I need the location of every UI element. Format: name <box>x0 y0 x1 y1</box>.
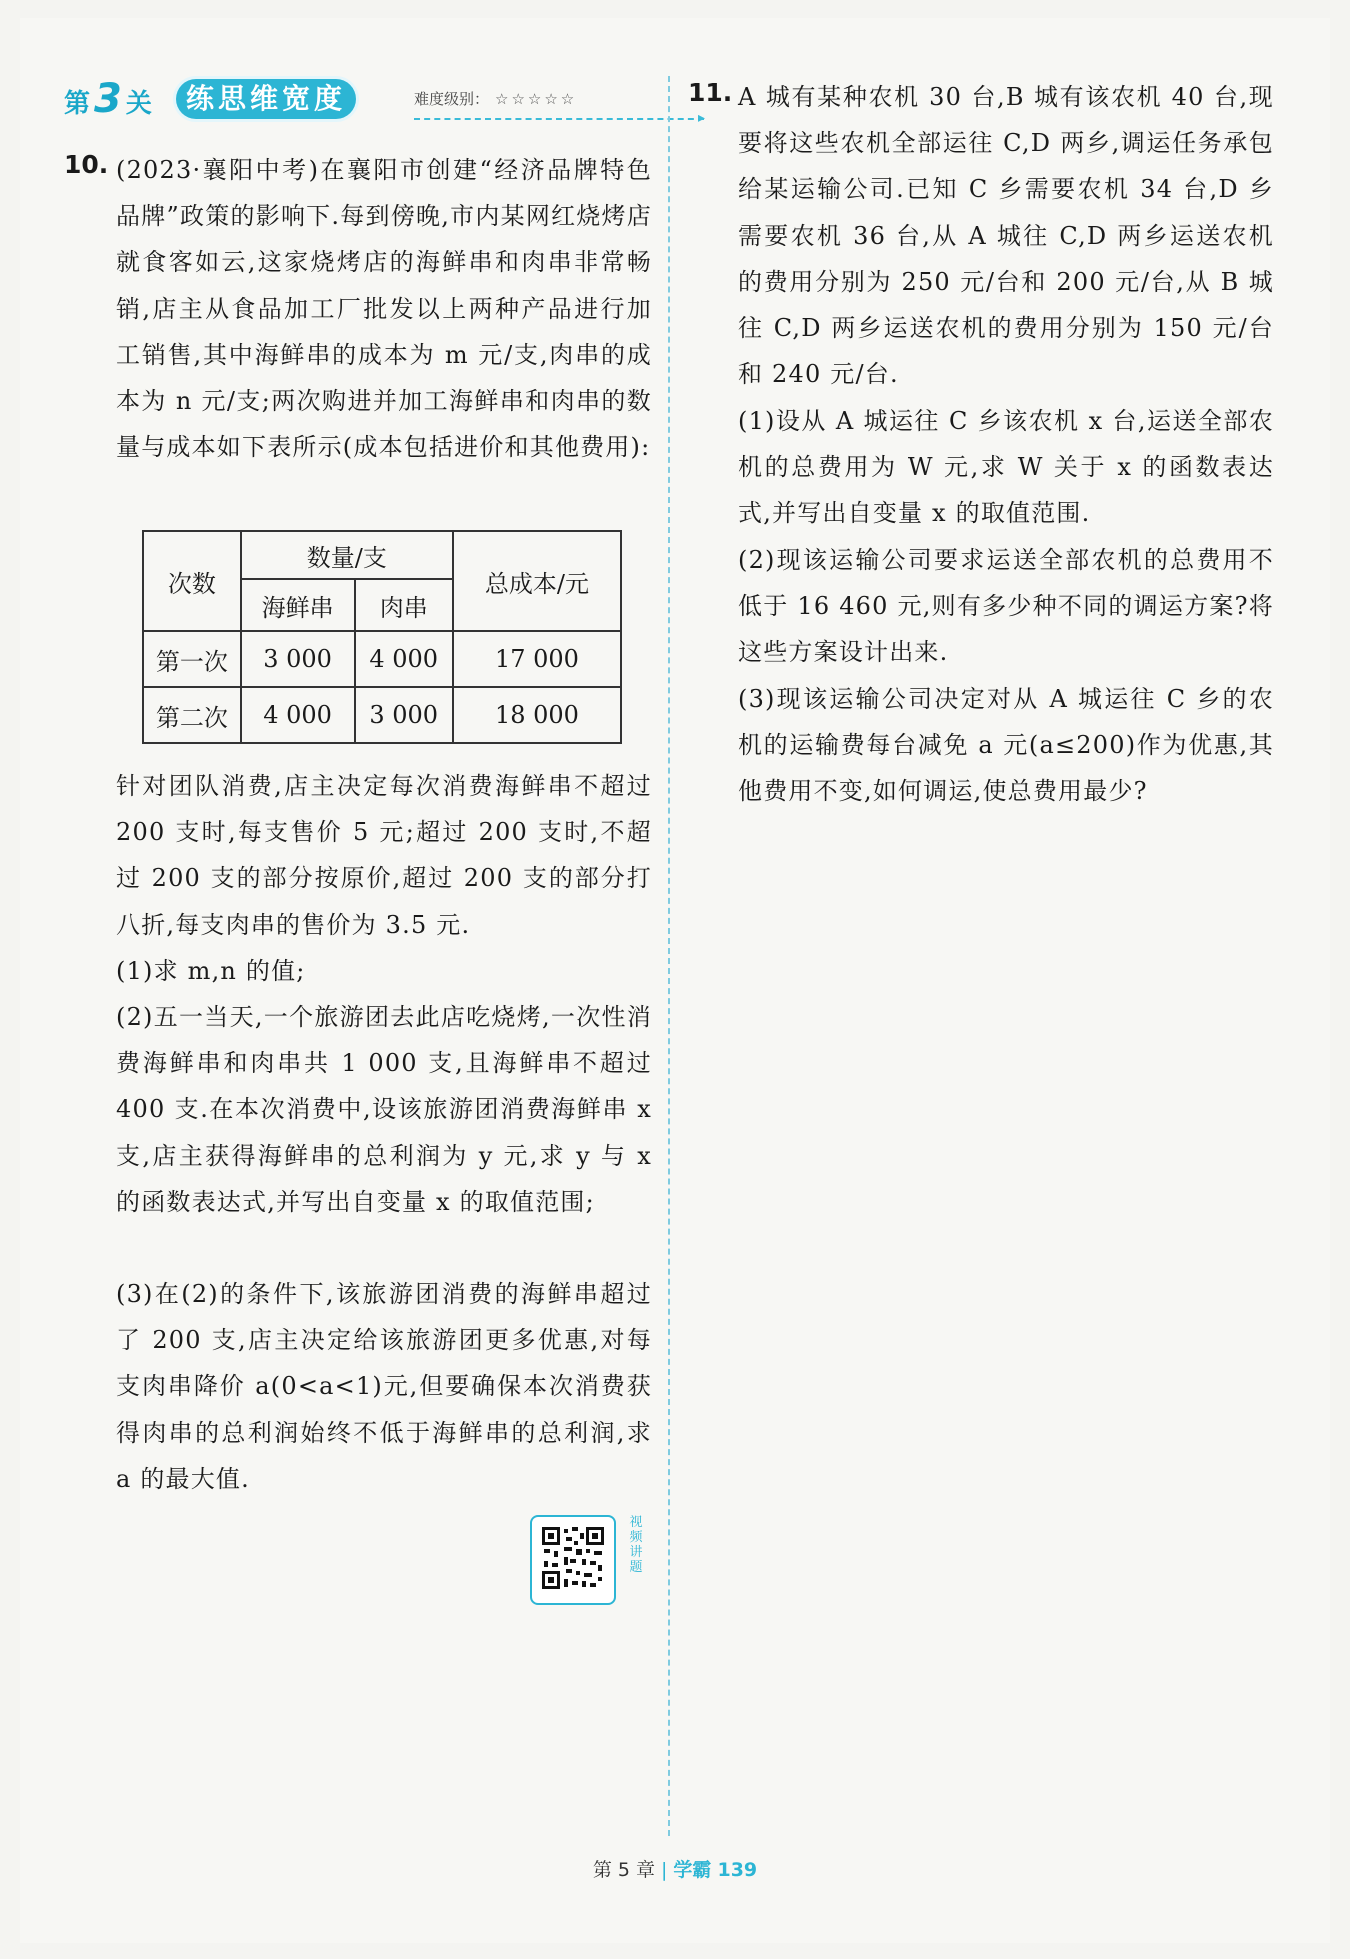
star-icons: ☆☆☆☆☆ <box>495 90 578 108</box>
q10-part-2: (2)五一当天,一个旅游团去此店吃烧烤,一次性消费海鲜串和肉串共 1 000 支,且海鲜串不超过 400 支.在本次消费中,设该旅游团消费海鲜串 x 支,店主获得海鲜串的总利润为 y 元,求 y 与 x 的函数表达式,并写出自变量 x 的取值范围; <box>116 1003 652 1216</box>
header-total-cost: 总成本/元 <box>453 531 621 631</box>
section-title: 练思维宽度 <box>176 79 356 119</box>
q10-part-3: (3)在(2)的条件下,该旅游团消费的海鲜串超过了 200 支,店主决定给该旅游团更多优惠,对每支肉串降价 a(0<a<1)元,但要确保本次消费获得肉串的总利润始终不低于海鲜串的总利润,求 a 的最大值. <box>116 1280 652 1493</box>
q11-part-3: (3)现该运输公司决定对从 A 城运往 C 乡的农机的运输费每台减免 a 元(a≤200)作为优惠,其他费用不变,如何调运,使总费用最少? <box>738 685 1274 806</box>
seafood-qty: 4 000 <box>241 687 355 743</box>
table-row <box>143 687 621 743</box>
header-meat: 肉串 <box>355 579 453 631</box>
question-number: 10. <box>64 150 109 179</box>
qr-code-icon <box>540 1525 606 1591</box>
page-footer <box>0 1855 1350 1882</box>
level-tag <box>64 76 152 127</box>
meat-qty: 4 000 <box>355 631 453 687</box>
chapter-label: 第 5 章 <box>592 1859 656 1881</box>
table-row <box>143 631 621 687</box>
arrow-right-icon: ▸ <box>698 110 706 126</box>
qr-code[interactable] <box>530 1515 616 1605</box>
meat-qty: 3 000 <box>355 687 453 743</box>
page-number: 139 <box>717 1859 758 1881</box>
question-intro: A 城有某种农机 30 台,B 城有该农机 40 台,现要将这些农机全部运往 C,D 两乡,调运任务承包给某运输公司.已知 C 乡需要农机 34 台,D 乡需要农机 36 台,从 A 城往 C,D 两乡运送农机的费用分别为 250 元/台和 200 元/台,从 B 城往 C,D 两乡运送农机的费用分别为 150 元/台和 240 元/台. <box>738 83 1274 389</box>
q11-part-1: (1)设从 A 城运往 C 乡该农机 x 台,运送全部农机的总费用为 W 元,求 W 关于 x 的函数表达式,并写出自变量 x 的取值范围. <box>738 407 1274 528</box>
brand-name: 学霸 <box>673 1859 712 1881</box>
q10-part-1: (1)求 m,n 的值; <box>116 957 306 985</box>
total-cost: 17 000 <box>453 631 621 687</box>
seafood-qty: 3 000 <box>241 631 355 687</box>
level-number: 3 <box>94 76 122 122</box>
row-label: 第一次 <box>143 631 241 687</box>
difficulty-label: 难度级别： <box>414 90 490 108</box>
pricing-rules: 针对团队消费,店主决定每次消费海鲜串不超过 200 支时,每支售价 5 元;超过 200 支时,不超过 200 支的部分按原价,超过 200 支的部分打八折,每支肉串的售价为 3.5 元. <box>116 772 652 939</box>
header-quantity: 数量/支 <box>241 531 453 579</box>
difficulty-rating <box>414 84 577 114</box>
question-intro: (2023·襄阳中考)在襄阳市创建“经济品牌特色品牌”政策的影响下.每到傍晚,市内某网红烧烤店就食客如云,这家烧烤店的海鲜串和肉串非常畅销,店主从食品加工厂批发以上两种产品进行加工销售,其中海鲜串的成本为 m 元/支,肉串的成本为 n 元/支;两次购进并加工海鲜串和肉串的数量与成本如下表所示(成本包括进价和其他费用): <box>116 156 652 462</box>
dashed-underline <box>414 118 704 120</box>
header-times: 次数 <box>143 531 241 631</box>
question-number: 11. <box>688 78 733 107</box>
total-cost: 18 000 <box>453 687 621 743</box>
level-suffix: 关 <box>125 89 152 119</box>
section-banner <box>64 76 706 126</box>
column-divider <box>668 76 670 1836</box>
cost-table <box>142 530 622 744</box>
row-label: 第二次 <box>143 687 241 743</box>
header-seafood: 海鲜串 <box>241 579 355 631</box>
q11-part-2: (2)现该运输公司要求运送全部农机的总费用不低于 16 460 元,则有多少种不同的调运方案?将这些方案设计出来. <box>738 546 1274 667</box>
video-explanation-label: 视频讲题 <box>629 1515 643 1575</box>
level-prefix: 第 <box>64 89 91 119</box>
footer-separator: | <box>661 1859 668 1881</box>
